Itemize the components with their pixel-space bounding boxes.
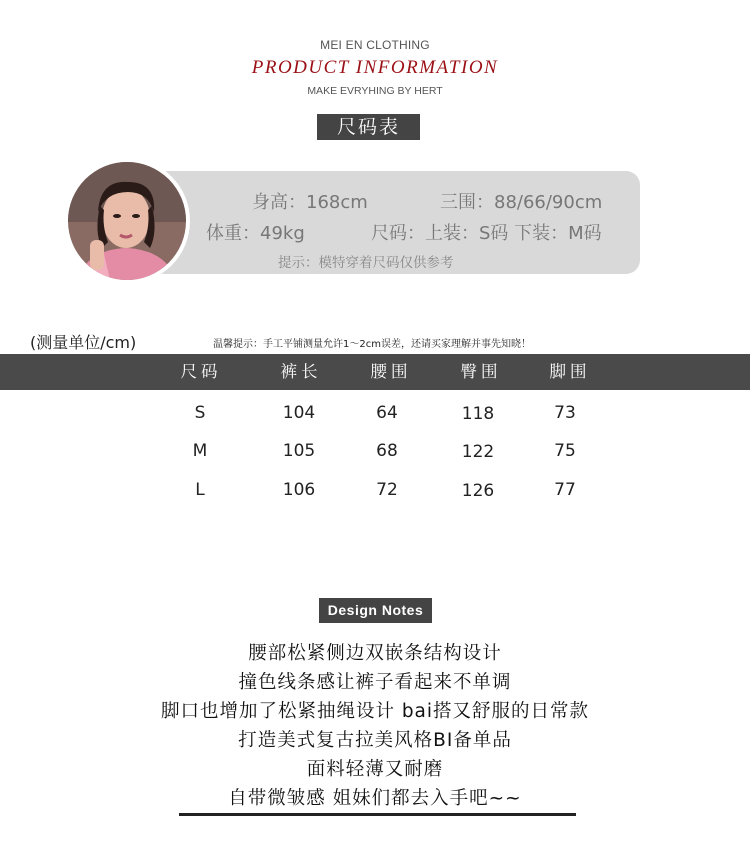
size-table-header xyxy=(0,354,750,390)
model-sizes: 尺码：上装：S码 下装：M码 xyxy=(371,223,602,244)
design-note-line: 自带微皱感 姐妹们都去入手吧~~ xyxy=(228,788,522,809)
table-cell: 118 xyxy=(461,404,495,424)
column-header-hip: 臀围 xyxy=(460,362,502,381)
table-cell: M xyxy=(192,441,208,461)
table-cell: L xyxy=(195,480,205,500)
table-cell: 126 xyxy=(461,481,495,501)
design-note-line: 腰部松紧侧边双嵌条结构设计 xyxy=(248,643,502,664)
model-hint: 提示：模特穿着尺码仅供参考 xyxy=(278,255,454,271)
table-cell: 72 xyxy=(376,480,398,500)
brand-name: MEI EN CLOTHING xyxy=(320,38,430,52)
column-header-size: 尺码 xyxy=(180,362,222,381)
model-height: 身高：168cm xyxy=(252,192,368,213)
measurement-unit-label: (测量单位/cm) xyxy=(30,333,137,352)
size-chart-label: 尺码表 xyxy=(317,114,420,140)
brand-tagline: MAKE EVRYHING BY HERT xyxy=(307,85,443,97)
table-cell: 106 xyxy=(282,480,316,500)
design-note-line: 撞色线条感让裤子看起来不单调 xyxy=(238,672,512,693)
table-cell: 68 xyxy=(376,441,398,461)
product-information-title: PRODUCT INFORMATION xyxy=(251,57,499,78)
divider xyxy=(179,813,576,816)
table-cell: 105 xyxy=(282,441,316,461)
column-header-hem: 脚围 xyxy=(549,362,591,381)
table-cell: 64 xyxy=(376,403,398,423)
column-header-waist: 腰围 xyxy=(370,362,412,381)
model-measurements: 三围：88/66/90cm xyxy=(440,192,603,213)
model-avatar xyxy=(68,162,186,280)
table-cell: 122 xyxy=(461,442,495,462)
design-notes-label: Design Notes xyxy=(319,598,432,623)
table-cell: 73 xyxy=(554,403,576,423)
model-weight: 体重：49kg xyxy=(206,223,305,244)
table-cell: 104 xyxy=(282,403,316,423)
column-header-pants-length: 裤长 xyxy=(280,362,322,381)
table-cell: 77 xyxy=(554,480,576,500)
table-cell: S xyxy=(194,403,206,423)
table-cell: 75 xyxy=(554,441,576,461)
design-note-line: 打造美式复古拉美风格BI备单品 xyxy=(238,730,512,751)
measurement-tip: 温馨提示：手工平铺测量允许1～2cm误差，还请买家理解并事先知晓！ xyxy=(213,339,531,350)
design-note-line: 面料轻薄又耐磨 xyxy=(306,759,444,780)
model-portrait-icon xyxy=(68,162,186,280)
design-note-line: 脚口也增加了松紧抽绳设计 bai搭又舒服的日常款 xyxy=(160,701,590,722)
